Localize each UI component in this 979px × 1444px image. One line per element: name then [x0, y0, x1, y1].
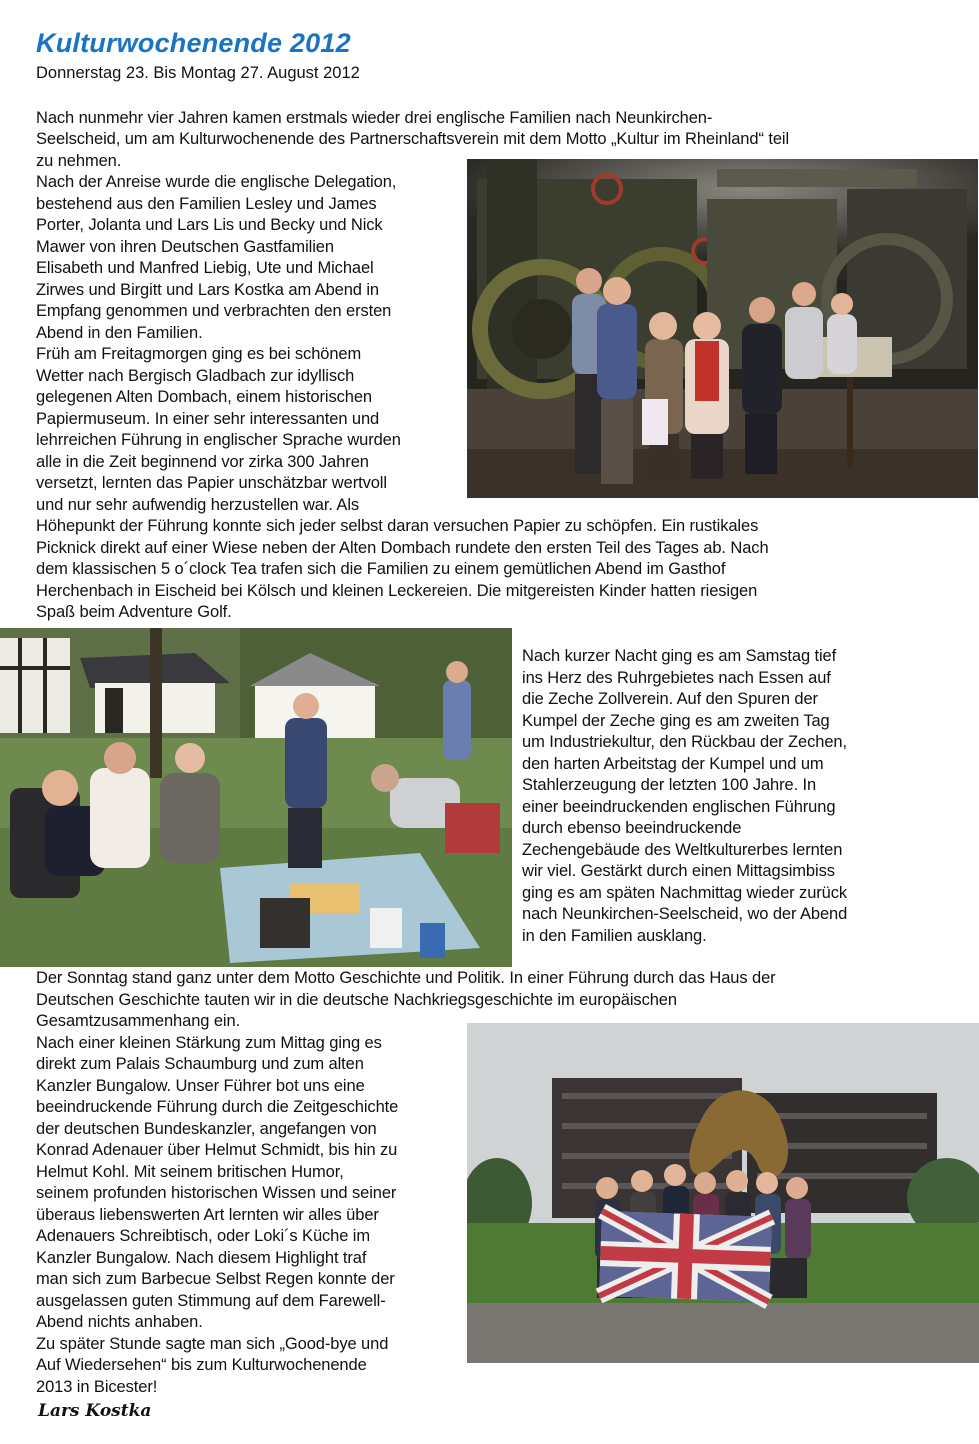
article-line: Wetter nach Bergisch Gladbach zur idyllisch — [36, 367, 355, 385]
article-line: zu nehmen. — [36, 152, 122, 170]
article-line: Stahlerzeugung der letzten 100 Jahre. In — [522, 776, 817, 794]
article-line: und nur sehr aufwendig herzustellen war. Als — [36, 496, 360, 514]
article-line: ging es am späten Nachmittag wieder zurück — [522, 884, 848, 902]
article-line: Höhepunkt der Führung konnte sich jeder selbst daran versuchen Papier zu schöpfen. Ein rustikales — [36, 517, 759, 535]
article-line: wir viel. Gestärkt durch einen Mittagsimbiss — [522, 862, 835, 880]
article-line: Papiermuseum. In einer sehr interessanten und — [36, 410, 380, 428]
article-line: Elisabeth und Manfred Liebig, Ute und Michael — [36, 259, 374, 277]
article-line: Seelscheid, um am Kulturwochenende des Partnerschaftsverein mit dem Motto „Kultur im Rheinland“ teil — [36, 130, 790, 148]
photo-museum-group — [467, 159, 978, 498]
event-date: Donnerstag 23. Bis Montag 27. August 2012 — [36, 64, 360, 82]
article-line: Gesamtzusammenhang ein. — [36, 1012, 241, 1030]
article-line: Der Sonntag stand ganz unter dem Motto Geschichte und Politik. In einer Führung durch das Haus der — [36, 969, 776, 987]
article-line: die Zeche Zollverein. Auf den Spuren der — [522, 690, 818, 708]
article-line: Herchenbach in Eischeid bei Kölsch und kleinen Leckereien. Die mitgereisten Kinder hatten riesigen — [36, 582, 758, 600]
author-signature: Lars Kostka — [38, 1401, 152, 1421]
article-line: Abend nichts anhaben. — [36, 1313, 203, 1331]
article-line: Kanzler Bungalow. Nach diesem Highlight traf — [36, 1249, 367, 1267]
article-line: dem klassischen 5 o´clock Tea trafen sich die Familien zu einem gemütlichen Abend im Gasthof — [36, 560, 726, 578]
article-line: 2013 in Bicester! — [36, 1378, 158, 1396]
page-title: Kulturwochenende 2012 — [36, 28, 351, 58]
article-line: ins Herz des Ruhrgebietes nach Essen auf — [522, 669, 831, 687]
article-line: Früh am Freitagmorgen ging es bei schönem — [36, 345, 362, 363]
article-line: Mawer von ihren Deutschen Gastfamilien — [36, 238, 334, 256]
article-line: Zu später Stunde sagte man sich „Good-bye und — [36, 1335, 389, 1353]
article-line: Porter, Jolanta und Lars Lis und Becky und Nick — [36, 216, 383, 234]
photo-flag-group — [467, 1023, 979, 1363]
article-line: seinem profunden historischen Wissen und seiner — [36, 1184, 397, 1202]
article-line: Nach einer kleinen Stärkung zum Mittag ging es — [36, 1034, 382, 1052]
article-line: versetzt, lernten das Papier unschätzbar wertvoll — [36, 474, 387, 492]
article-line: Kumpel der Zeche ging es am zweiten Tag — [522, 712, 830, 730]
article-line: Nach der Anreise wurde die englische Delegation, — [36, 173, 397, 191]
article-line: überaus liebenswerten Art lernten wir alles über — [36, 1206, 379, 1224]
article-line: Nach nunmehr vier Jahren kamen erstmals wieder drei englische Familien nach Neunkirchen- — [36, 109, 713, 127]
article-line: nach Neunkirchen-Seelscheid, wo der Abend — [522, 905, 848, 923]
article-line: Zechengebäude des Weltkulturerbes lernten — [522, 841, 843, 859]
article-line: Empfang genommen und verbrachten den ersten — [36, 302, 392, 320]
article-line: Abend in den Familien. — [36, 324, 203, 342]
article-line: einer beeindruckenden englischen Führung — [522, 798, 836, 816]
article-line: Picknick direkt auf einer Wiese neben der Alten Dombach rundete den ersten Teil des Tages ab. Nach — [36, 539, 769, 557]
article-line: alle in die Zeit beginnend vor zirka 300 Jahren — [36, 453, 369, 471]
article-line: direkt zum Palais Schaumburg und zum alten — [36, 1055, 364, 1073]
article-line: in den Familien ausklang. — [522, 927, 707, 945]
article-line: Spaß beim Adventure Golf. — [36, 603, 232, 621]
article-line: um Industriekultur, den Rückbau der Zechen, — [522, 733, 847, 751]
article-line: bestehend aus den Familien Lesley und James — [36, 195, 377, 213]
article-line: Kanzler Bungalow. Unser Führer bot uns eine — [36, 1077, 365, 1095]
article-line: gelegenen Alten Dombach, einem historischen — [36, 388, 372, 406]
article-line: Zirwes und Birgitt und Lars Kostka am Abend in — [36, 281, 379, 299]
article-line: lehrreichen Führung in englischer Sprache wurden — [36, 431, 401, 449]
article-line: Helmut Kohl. Mit seinem britischen Humor, — [36, 1163, 344, 1181]
article-line: Adenauers Schreibtisch, oder Loki´s Küche im — [36, 1227, 371, 1245]
article-line: Konrad Adenauer über Helmut Schmidt, bis hin zu — [36, 1141, 398, 1159]
photo-picnic — [0, 628, 512, 967]
article-line: Auf Wiedersehen“ bis zum Kulturwochenende — [36, 1356, 367, 1374]
article-line: Deutschen Geschichte tauten wir in die deutsche Nachkriegsgeschichte im europäischen — [36, 991, 677, 1009]
article-line: Nach kurzer Nacht ging es am Samstag tief — [522, 647, 837, 665]
article-line: man sich zum Barbecue Selbst Regen konnte der — [36, 1270, 395, 1288]
article-line: beeindruckende Führung durch die Zeitgeschichte — [36, 1098, 399, 1116]
article-line: ausgelassen guten Stimmung auf dem Farewell- — [36, 1292, 386, 1310]
article-line: der deutschen Bundeskanzler, angefangen von — [36, 1120, 377, 1138]
article-line: durch ebenso beeindruckende — [522, 819, 742, 837]
article-line: den harten Arbeitstag der Kumpel und um — [522, 755, 824, 773]
